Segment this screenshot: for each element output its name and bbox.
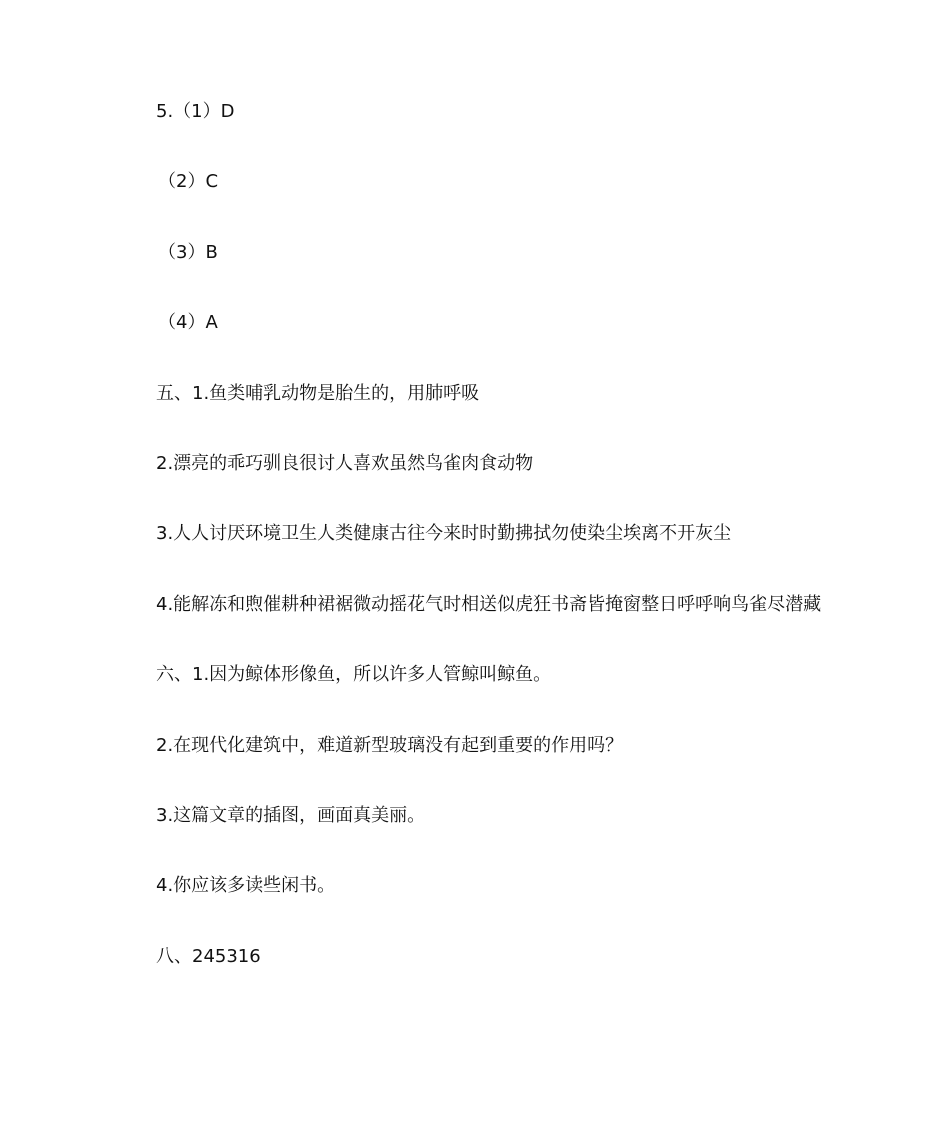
- answer-content: [156, 96, 856, 1011]
- answer-line-5-2: （2）C: [158, 171, 219, 193]
- section-six-line-1: 六、1.因为鲸体形像鱼，所以许多人管鲸叫鲸鱼。: [156, 664, 552, 686]
- section-six-line-2: 2.在现代化建筑中，难道新型玻璃没有起到重要的作用吗？: [156, 734, 624, 756]
- answer-line-5-3: （3）B: [158, 241, 218, 263]
- section-five-line-4: 4.能解冻和煦催耕种裙裾微动摇花气时相送似虎狂书斋皆掩窗整日呼呼响鸟雀尽潜藏: [156, 593, 822, 615]
- section-six-line-4: 4.你应该多读些闲书。: [156, 875, 336, 897]
- answer-line-5-1: 5.（1）D: [156, 101, 235, 122]
- section-five-line-2: 2.漂亮的乖巧驯良很讨人喜欢虽然鸟雀肉食动物: [156, 452, 534, 474]
- section-five-line-1: 五、1.鱼类哺乳动物是胎生的，用肺呼吸: [156, 382, 480, 404]
- answer-line-5-4: （4）A: [158, 312, 218, 334]
- section-six-line-3: 3.这篇文章的插图，画面真美丽。: [156, 804, 426, 826]
- section-five-line-3: 3.人人讨厌环境卫生人类健康古往今来时时勤拂拭勿使染尘埃离不开灰尘: [156, 523, 732, 545]
- section-eight-answer: 八、245316: [156, 945, 261, 967]
